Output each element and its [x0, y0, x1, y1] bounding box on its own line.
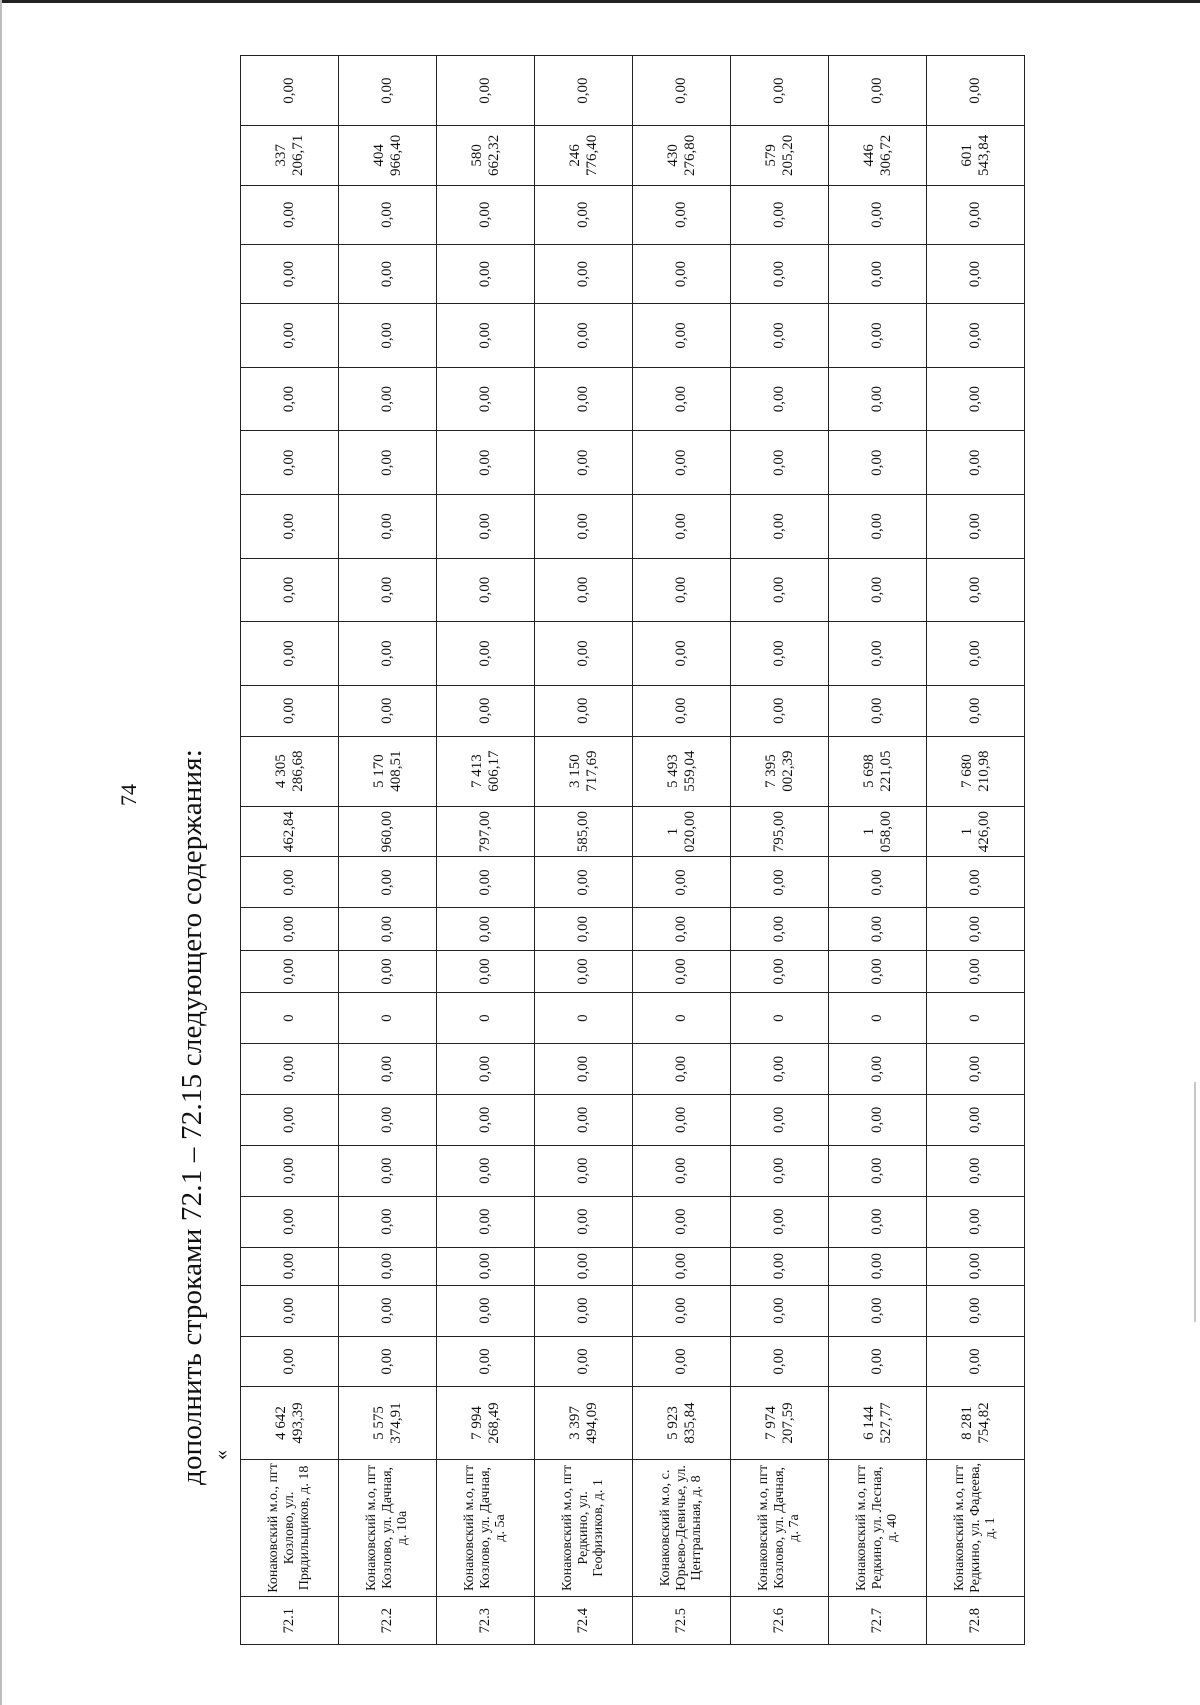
- value-cell: 0,00: [829, 367, 927, 431]
- value-cell: 0,00: [633, 56, 731, 126]
- value-cell: 0,00: [437, 431, 535, 495]
- value-cell: 7 680 210,98: [927, 736, 1025, 806]
- value-cell: 0,00: [633, 558, 731, 622]
- value-cell: 0,00: [535, 908, 633, 950]
- row-number: 72.7: [829, 1597, 927, 1645]
- value-cell: 0,00: [535, 431, 633, 495]
- value-cell: 1 426,00: [927, 806, 1025, 857]
- value-cell: 5 493 559,04: [633, 736, 731, 806]
- table-row: [927, 56, 1025, 1645]
- address-cell: Конаковский м.о, пгт Редкино, ул. Геофизиков, д. 1: [535, 1459, 633, 1597]
- value-cell: 0,00: [829, 908, 927, 950]
- value-cell: 0,00: [633, 1196, 731, 1247]
- value-cell: 0: [829, 993, 927, 1044]
- value-cell: 0,00: [927, 685, 1025, 736]
- value-cell: 5 923 835,84: [633, 1387, 731, 1459]
- value-cell: 0,00: [339, 304, 437, 368]
- value-cell: 0,00: [829, 185, 927, 244]
- value-cell: 0,00: [731, 1044, 829, 1095]
- value-cell: 0,00: [241, 367, 339, 431]
- value-cell: 0,00: [241, 244, 339, 303]
- value-cell: 0,00: [241, 1247, 339, 1285]
- value-cell: 0,00: [633, 1285, 731, 1336]
- value-cell: 0,00: [829, 244, 927, 303]
- value-cell: 0,00: [535, 1044, 633, 1095]
- value-cell: 0,00: [535, 495, 633, 559]
- value-cell: 0,00: [437, 495, 535, 559]
- value-cell: 0,00: [241, 431, 339, 495]
- value-cell: 0,00: [437, 185, 535, 244]
- value-cell: 0,00: [241, 1196, 339, 1247]
- value-cell: 0,00: [437, 1145, 535, 1196]
- value-cell: 0,00: [241, 56, 339, 126]
- table-row: [633, 56, 731, 1645]
- value-cell: 430 276,80: [633, 126, 731, 185]
- value-cell: 0,00: [633, 857, 731, 908]
- value-cell: 0,00: [437, 857, 535, 908]
- table-row: [437, 56, 535, 1645]
- value-cell: 0,00: [731, 908, 829, 950]
- value-cell: 4 642 493,39: [241, 1387, 339, 1459]
- table-row: [731, 56, 829, 1645]
- value-cell: 0,00: [829, 622, 927, 686]
- value-cell: 0,00: [535, 185, 633, 244]
- value-cell: 0,00: [339, 1145, 437, 1196]
- value-cell: 0,00: [437, 1285, 535, 1336]
- value-cell: 0,00: [927, 1094, 1025, 1145]
- value-cell: 7 974 207,59: [731, 1387, 829, 1459]
- value-cell: 0,00: [339, 1044, 437, 1095]
- value-cell: 0,00: [535, 1145, 633, 1196]
- value-cell: 0,00: [633, 1094, 731, 1145]
- value-cell: 0,00: [633, 304, 731, 368]
- value-cell: 0: [633, 993, 731, 1044]
- value-cell: 795,00: [731, 806, 829, 857]
- value-cell: 0,00: [535, 367, 633, 431]
- value-cell: 0,00: [437, 950, 535, 992]
- value-cell: 0,00: [339, 56, 437, 126]
- value-cell: 462,84: [241, 806, 339, 857]
- value-cell: 0,00: [535, 1247, 633, 1285]
- value-cell: 0,00: [339, 495, 437, 559]
- value-cell: 5 575 374,91: [339, 1387, 437, 1459]
- address-cell: Конаковский м.о, пгт Козлово, ул. Дачная, д. 7а: [731, 1459, 829, 1597]
- row-number: 72.1: [241, 1597, 339, 1645]
- value-cell: 0,00: [339, 244, 437, 303]
- value-cell: 0,00: [339, 367, 437, 431]
- row-number: 72.4: [535, 1597, 633, 1645]
- value-cell: 0,00: [339, 185, 437, 244]
- value-cell: 0,00: [535, 1285, 633, 1336]
- value-cell: 0,00: [535, 622, 633, 686]
- address-cell: Конаковский м.о, пгт Козлово, ул. Дачная, д. 5а: [437, 1459, 535, 1597]
- value-cell: 0,00: [731, 1336, 829, 1387]
- opening-quote-mark: «: [210, 1450, 232, 1460]
- value-cell: 0,00: [829, 950, 927, 992]
- address-cell: Конаковский м.о, пгт Редкино, ул. Фадеева, д. 1: [927, 1459, 1025, 1597]
- value-cell: 579 205,20: [731, 126, 829, 185]
- value-cell: 0,00: [927, 1145, 1025, 1196]
- value-cell: 0,00: [339, 857, 437, 908]
- value-cell: 0,00: [731, 1247, 829, 1285]
- value-cell: 0,00: [241, 1285, 339, 1336]
- value-cell: 5 698 221,05: [829, 736, 927, 806]
- value-cell: 0: [437, 993, 535, 1044]
- value-cell: 0,00: [241, 622, 339, 686]
- value-cell: 0,00: [927, 56, 1025, 126]
- value-cell: 960,00: [339, 806, 437, 857]
- value-cell: 0,00: [633, 1247, 731, 1285]
- value-cell: 0,00: [339, 431, 437, 495]
- value-cell: 0,00: [241, 908, 339, 950]
- value-cell: 0,00: [633, 185, 731, 244]
- value-cell: 0,00: [927, 495, 1025, 559]
- address-cell: Конаковский м.о, с. Юрьево-Девичье, ул. Центральная, д. 8: [633, 1459, 731, 1597]
- row-number: 72.3: [437, 1597, 535, 1645]
- value-cell: 0,00: [731, 495, 829, 559]
- value-cell: 0,00: [437, 685, 535, 736]
- value-cell: 0,00: [339, 1196, 437, 1247]
- value-cell: 1 058,00: [829, 806, 927, 857]
- value-cell: 0,00: [829, 1336, 927, 1387]
- value-cell: 0,00: [829, 431, 927, 495]
- value-cell: 0,00: [927, 431, 1025, 495]
- value-cell: 0,00: [731, 431, 829, 495]
- value-cell: 0,00: [829, 1094, 927, 1145]
- value-cell: 0,00: [633, 1336, 731, 1387]
- value-cell: 5 170 408,51: [339, 736, 437, 806]
- value-cell: 0: [241, 993, 339, 1044]
- value-cell: 0,00: [241, 1145, 339, 1196]
- value-cell: 0,00: [437, 1196, 535, 1247]
- value-cell: 0,00: [927, 857, 1025, 908]
- value-cell: 0,00: [339, 685, 437, 736]
- value-cell: 0,00: [633, 1044, 731, 1095]
- value-cell: 0,00: [829, 685, 927, 736]
- value-cell: 0,00: [927, 1044, 1025, 1095]
- value-cell: 7 413 606,17: [437, 736, 535, 806]
- row-number: 72.2: [339, 1597, 437, 1645]
- value-cell: 0,00: [535, 1196, 633, 1247]
- page-number: 74: [116, 784, 141, 806]
- value-cell: 0,00: [339, 908, 437, 950]
- value-cell: 0,00: [241, 857, 339, 908]
- value-cell: 0,00: [829, 857, 927, 908]
- value-cell: 3 150 717,69: [535, 736, 633, 806]
- value-cell: 0,00: [339, 1094, 437, 1145]
- value-cell: 0,00: [731, 1196, 829, 1247]
- value-cell: 3 397 494,09: [535, 1387, 633, 1459]
- value-cell: 0,00: [731, 56, 829, 126]
- value-cell: 0,00: [731, 1285, 829, 1336]
- value-cell: 6 144 527,77: [829, 1387, 927, 1459]
- value-cell: 0,00: [633, 908, 731, 950]
- row-number: 72.6: [731, 1597, 829, 1645]
- value-cell: 0,00: [927, 1285, 1025, 1336]
- value-cell: 4 305 286,68: [241, 736, 339, 806]
- value-cell: 0,00: [535, 56, 633, 126]
- value-cell: 1 020,00: [633, 806, 731, 857]
- value-cell: 0,00: [829, 1044, 927, 1095]
- value-cell: 0,00: [927, 244, 1025, 303]
- value-cell: 0,00: [241, 950, 339, 992]
- value-cell: 0,00: [731, 622, 829, 686]
- value-cell: 0,00: [241, 558, 339, 622]
- table-row: [829, 56, 927, 1645]
- value-cell: 0,00: [927, 1196, 1025, 1247]
- value-cell: 0,00: [633, 622, 731, 686]
- value-cell: 0,00: [731, 1145, 829, 1196]
- value-cell: 0,00: [241, 685, 339, 736]
- value-cell: 246 776,40: [535, 126, 633, 185]
- value-cell: 0,00: [633, 244, 731, 303]
- value-cell: 0,00: [241, 185, 339, 244]
- value-cell: 0,00: [731, 1094, 829, 1145]
- value-cell: 0,00: [829, 1285, 927, 1336]
- value-cell: 0,00: [437, 622, 535, 686]
- value-cell: 0,00: [731, 558, 829, 622]
- value-cell: 0,00: [927, 622, 1025, 686]
- value-cell: 0: [731, 993, 829, 1044]
- value-cell: 446 306,72: [829, 126, 927, 185]
- value-cell: 0,00: [535, 685, 633, 736]
- value-cell: 0,00: [633, 1145, 731, 1196]
- value-cell: 0,00: [437, 1094, 535, 1145]
- value-cell: 601 543,84: [927, 126, 1025, 185]
- value-cell: 0,00: [633, 685, 731, 736]
- value-cell: 0: [535, 993, 633, 1044]
- value-cell: 0,00: [633, 950, 731, 992]
- value-cell: 0,00: [339, 1285, 437, 1336]
- table-row: [339, 56, 437, 1645]
- value-cell: 0: [339, 993, 437, 1044]
- value-cell: 0,00: [437, 1044, 535, 1095]
- value-cell: 0,00: [437, 1336, 535, 1387]
- value-cell: 0,00: [829, 558, 927, 622]
- value-cell: 0,00: [927, 908, 1025, 950]
- value-cell: 0,00: [437, 558, 535, 622]
- value-cell: 7 395 002,39: [731, 736, 829, 806]
- value-cell: 0,00: [731, 950, 829, 992]
- value-cell: 797,00: [437, 806, 535, 857]
- value-cell: 0,00: [535, 857, 633, 908]
- table-row: [535, 56, 633, 1645]
- value-cell: 0,00: [927, 367, 1025, 431]
- value-cell: 0,00: [731, 244, 829, 303]
- value-cell: 7 994 268,49: [437, 1387, 535, 1459]
- value-cell: 0,00: [339, 950, 437, 992]
- value-cell: 337 206,71: [241, 126, 339, 185]
- value-cell: 0,00: [633, 431, 731, 495]
- value-cell: 0,00: [241, 304, 339, 368]
- value-cell: 0,00: [731, 185, 829, 244]
- section-heading: дополнить строками 72.1 – 72.15 следующего содержания:: [176, 748, 208, 1485]
- address-cell: Конаковский м.о, пгт Козлово, ул. Дачная, д. 10а: [339, 1459, 437, 1597]
- data-table: [240, 55, 1025, 1645]
- value-cell: 0,00: [927, 1247, 1025, 1285]
- table-row: [241, 56, 339, 1645]
- value-cell: 0,00: [927, 1336, 1025, 1387]
- value-cell: 0,00: [927, 558, 1025, 622]
- value-cell: 0,00: [731, 685, 829, 736]
- address-cell: Конаковский м.о, пгт Редкино, ул. Лесная, д. 40: [829, 1459, 927, 1597]
- row-number: 72.8: [927, 1597, 1025, 1645]
- value-cell: 0,00: [829, 304, 927, 368]
- value-cell: 0,00: [927, 950, 1025, 992]
- address-cell: Конаковский м.о., пгт Козлово, ул. Прядильщиков, д. 18: [241, 1459, 339, 1597]
- value-cell: 0,00: [829, 495, 927, 559]
- value-cell: 0,00: [829, 1145, 927, 1196]
- value-cell: 0,00: [829, 1247, 927, 1285]
- value-cell: 0,00: [339, 622, 437, 686]
- value-cell: 0,00: [437, 367, 535, 431]
- value-cell: 0,00: [535, 558, 633, 622]
- value-cell: 0,00: [437, 908, 535, 950]
- value-cell: 0,00: [535, 950, 633, 992]
- table-body: [241, 56, 1025, 1645]
- value-cell: 580 662,32: [437, 126, 535, 185]
- value-cell: 0,00: [633, 495, 731, 559]
- row-number: 72.5: [633, 1597, 731, 1645]
- value-cell: 585,00: [535, 806, 633, 857]
- value-cell: 0,00: [829, 56, 927, 126]
- value-cell: 0,00: [731, 367, 829, 431]
- value-cell: 0,00: [241, 1336, 339, 1387]
- value-cell: 0,00: [241, 495, 339, 559]
- value-cell: 0,00: [927, 185, 1025, 244]
- value-cell: 0,00: [731, 304, 829, 368]
- value-cell: 0,00: [633, 367, 731, 431]
- value-cell: 404 966,40: [339, 126, 437, 185]
- value-cell: 0,00: [339, 558, 437, 622]
- value-cell: 0,00: [339, 1247, 437, 1285]
- value-cell: 8 281 754,82: [927, 1387, 1025, 1459]
- value-cell: 0,00: [437, 56, 535, 126]
- value-cell: 0,00: [437, 244, 535, 303]
- value-cell: 0,00: [535, 1094, 633, 1145]
- value-cell: 0,00: [829, 1196, 927, 1247]
- value-cell: 0: [927, 993, 1025, 1044]
- value-cell: 0,00: [437, 1247, 535, 1285]
- value-cell: 0,00: [535, 304, 633, 368]
- value-cell: 0,00: [927, 304, 1025, 368]
- value-cell: 0,00: [437, 304, 535, 368]
- value-cell: 0,00: [241, 1044, 339, 1095]
- value-cell: 0,00: [731, 857, 829, 908]
- value-cell: 0,00: [339, 1336, 437, 1387]
- value-cell: 0,00: [535, 1336, 633, 1387]
- value-cell: 0,00: [241, 1094, 339, 1145]
- value-cell: 0,00: [535, 244, 633, 303]
